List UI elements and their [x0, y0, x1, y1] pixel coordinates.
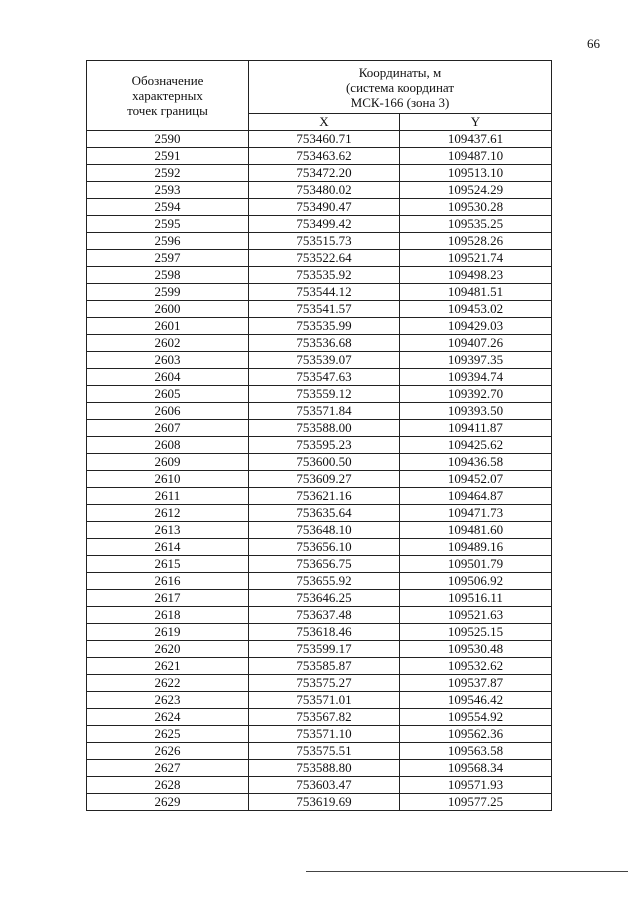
point-id-cell: 2610 [87, 471, 249, 488]
header-line: (система координат [345, 79, 455, 95]
header-line: МСК-166 (зона 3) [350, 94, 450, 110]
y-coordinate-cell: 109563.58 [400, 743, 552, 760]
y-coordinate-cell: 109535.25 [400, 216, 552, 233]
table-row [87, 148, 552, 165]
table-row [87, 522, 552, 539]
x-coordinate-cell: 753655.92 [249, 573, 400, 590]
x-coordinate-cell: 753544.12 [249, 284, 400, 301]
point-id-cell: 2596 [87, 233, 249, 250]
header-line: Координаты, м [358, 64, 442, 80]
y-coordinate-cell: 109436.58 [400, 454, 552, 471]
table-row [87, 641, 552, 658]
table-body [87, 131, 552, 811]
point-id-cell: 2611 [87, 488, 249, 505]
point-id-cell: 2614 [87, 539, 249, 556]
y-coordinate-cell: 109411.87 [400, 420, 552, 437]
table-row [87, 284, 552, 301]
header-line: Обозначение [131, 73, 204, 88]
x-coordinate-cell: 753656.75 [249, 556, 400, 573]
table-row [87, 471, 552, 488]
y-coordinate-cell: 109554.92 [400, 709, 552, 726]
y-coordinate-cell: 109397.35 [400, 352, 552, 369]
x-coordinate-cell: 753535.92 [249, 267, 400, 284]
table-row [87, 335, 552, 352]
x-coordinate-cell: 753547.63 [249, 369, 400, 386]
point-id-cell: 2607 [87, 420, 249, 437]
y-coordinate-cell: 109481.51 [400, 284, 552, 301]
table-row [87, 420, 552, 437]
y-coordinate-cell: 109530.48 [400, 641, 552, 658]
y-coordinate-cell: 109521.74 [400, 250, 552, 267]
table-row [87, 726, 552, 743]
point-id-cell: 2600 [87, 301, 249, 318]
x-coordinate-cell: 753472.20 [249, 165, 400, 182]
point-id-cell: 2622 [87, 675, 249, 692]
y-coordinate-cell: 109392.70 [400, 386, 552, 403]
table-row [87, 658, 552, 675]
y-coordinate-cell: 109393.50 [400, 403, 552, 420]
table-row [87, 488, 552, 505]
table-row [87, 794, 552, 811]
coordinates-table [86, 60, 552, 811]
point-id-cell: 2608 [87, 437, 249, 454]
table-row [87, 318, 552, 335]
x-coordinate-cell: 753646.25 [249, 590, 400, 607]
y-coordinate-cell: 109562.36 [400, 726, 552, 743]
x-coordinate-cell: 753522.64 [249, 250, 400, 267]
x-coordinate-cell: 753571.10 [249, 726, 400, 743]
point-id-cell: 2597 [87, 250, 249, 267]
y-column-header: Y [400, 114, 552, 131]
page-number: 66 [587, 36, 600, 51]
x-coordinate-cell: 753575.51 [249, 743, 400, 760]
table-row [87, 182, 552, 199]
y-coordinate-cell: 109489.16 [400, 539, 552, 556]
point-id-cell: 2601 [87, 318, 249, 335]
point-id-cell: 2616 [87, 573, 249, 590]
point-id-cell: 2602 [87, 335, 249, 352]
y-coordinate-cell: 109471.73 [400, 505, 552, 522]
y-coordinate-cell: 109407.26 [400, 335, 552, 352]
point-id-cell: 2621 [87, 658, 249, 675]
x-coordinate-cell: 753575.27 [249, 675, 400, 692]
point-id-cell: 2593 [87, 182, 249, 199]
point-id-cell: 2627 [87, 760, 249, 777]
x-coordinate-cell: 753571.84 [249, 403, 400, 420]
y-coordinate-cell: 109453.02 [400, 301, 552, 318]
point-id-cell: 2595 [87, 216, 249, 233]
table-row [87, 131, 552, 148]
y-coordinate-cell: 109481.60 [400, 522, 552, 539]
table-row [87, 505, 552, 522]
table-row [87, 760, 552, 777]
coordinates-header [249, 61, 552, 114]
point-id-cell: 2605 [87, 386, 249, 403]
x-coordinate-cell: 753656.10 [249, 539, 400, 556]
x-coordinate-cell: 753539.07 [249, 352, 400, 369]
y-coordinate-cell: 109537.87 [400, 675, 552, 692]
table-row [87, 250, 552, 267]
x-coordinate-cell: 753635.64 [249, 505, 400, 522]
point-id-cell: 2618 [87, 607, 249, 624]
x-coordinate-cell: 753621.16 [249, 488, 400, 505]
y-coordinate-cell: 109530.28 [400, 199, 552, 216]
table-row [87, 556, 552, 573]
table-row [87, 352, 552, 369]
point-id-cell: 2604 [87, 369, 249, 386]
x-coordinate-cell: 753599.17 [249, 641, 400, 658]
y-coordinate-cell: 109546.42 [400, 692, 552, 709]
table-row [87, 216, 552, 233]
footer-rule [306, 871, 628, 872]
y-coordinate-cell: 109525.15 [400, 624, 552, 641]
point-id-cell: 2592 [87, 165, 249, 182]
x-coordinate-cell: 753648.10 [249, 522, 400, 539]
y-coordinate-cell: 109513.10 [400, 165, 552, 182]
table-row [87, 539, 552, 556]
table-row [87, 403, 552, 420]
table-row [87, 165, 552, 182]
point-id-cell: 2619 [87, 624, 249, 641]
table-row [87, 709, 552, 726]
x-coordinate-cell: 753595.23 [249, 437, 400, 454]
x-coordinate-cell: 753637.48 [249, 607, 400, 624]
point-id-cell: 2594 [87, 199, 249, 216]
table-row [87, 199, 552, 216]
x-coordinate-cell: 753480.02 [249, 182, 400, 199]
table-row [87, 233, 552, 250]
table-header [87, 61, 552, 131]
point-id-cell: 2603 [87, 352, 249, 369]
x-coordinate-cell: 753567.82 [249, 709, 400, 726]
y-coordinate-cell: 109429.03 [400, 318, 552, 335]
y-coordinate-cell: 109571.93 [400, 777, 552, 794]
point-id-cell: 2624 [87, 709, 249, 726]
point-id-cell: 2599 [87, 284, 249, 301]
y-coordinate-cell: 109487.10 [400, 148, 552, 165]
x-coordinate-cell: 753460.71 [249, 131, 400, 148]
x-coordinate-cell: 753571.01 [249, 692, 400, 709]
table-row [87, 454, 552, 471]
y-coordinate-cell: 109568.34 [400, 760, 552, 777]
table-row [87, 590, 552, 607]
header-line: характерных [132, 88, 203, 103]
x-coordinate-cell: 753463.62 [249, 148, 400, 165]
header-line: точек границы [127, 103, 208, 118]
y-coordinate-cell: 109425.62 [400, 437, 552, 454]
x-coordinate-cell: 753499.42 [249, 216, 400, 233]
x-coordinate-cell: 753588.00 [249, 420, 400, 437]
point-id-cell: 2613 [87, 522, 249, 539]
y-coordinate-cell: 109524.29 [400, 182, 552, 199]
table-row [87, 743, 552, 760]
x-coordinate-cell: 753588.80 [249, 760, 400, 777]
point-id-cell: 2626 [87, 743, 249, 760]
point-designation-header [87, 61, 249, 131]
point-id-cell: 2612 [87, 505, 249, 522]
table-row [87, 369, 552, 386]
y-coordinate-cell: 109464.87 [400, 488, 552, 505]
y-coordinate-cell: 109516.11 [400, 590, 552, 607]
x-coordinate-cell: 753609.27 [249, 471, 400, 488]
table-row [87, 386, 552, 403]
x-coordinate-cell: 753541.57 [249, 301, 400, 318]
point-id-cell: 2623 [87, 692, 249, 709]
x-coordinate-cell: 753536.68 [249, 335, 400, 352]
x-coordinate-cell: 753619.69 [249, 794, 400, 811]
point-id-cell: 2629 [87, 794, 249, 811]
x-coordinate-cell: 753515.73 [249, 233, 400, 250]
table-row [87, 675, 552, 692]
point-id-cell: 2617 [87, 590, 249, 607]
x-coordinate-cell: 753603.47 [249, 777, 400, 794]
x-coordinate-cell: 753600.50 [249, 454, 400, 471]
y-coordinate-cell: 109577.25 [400, 794, 552, 811]
table-row [87, 573, 552, 590]
table-row [87, 692, 552, 709]
y-coordinate-cell: 109452.07 [400, 471, 552, 488]
table-row [87, 777, 552, 794]
y-coordinate-cell: 109501.79 [400, 556, 552, 573]
y-coordinate-cell: 109498.23 [400, 267, 552, 284]
table-row [87, 624, 552, 641]
point-id-cell: 2625 [87, 726, 249, 743]
y-coordinate-cell: 109394.74 [400, 369, 552, 386]
x-coordinate-cell: 753490.47 [249, 199, 400, 216]
point-id-cell: 2615 [87, 556, 249, 573]
x-coordinate-cell: 753618.46 [249, 624, 400, 641]
y-coordinate-cell: 109506.92 [400, 573, 552, 590]
y-coordinate-cell: 109437.61 [400, 131, 552, 148]
x-coordinate-cell: 753535.99 [249, 318, 400, 335]
table-row [87, 267, 552, 284]
point-id-cell: 2598 [87, 267, 249, 284]
point-id-cell: 2590 [87, 131, 249, 148]
point-id-cell: 2620 [87, 641, 249, 658]
y-coordinate-cell: 109528.26 [400, 233, 552, 250]
point-id-cell: 2606 [87, 403, 249, 420]
point-id-cell: 2609 [87, 454, 249, 471]
x-coordinate-cell: 753585.87 [249, 658, 400, 675]
y-coordinate-cell: 109521.63 [400, 607, 552, 624]
table-row [87, 301, 552, 318]
point-id-cell: 2591 [87, 148, 249, 165]
x-coordinate-cell: 753559.12 [249, 386, 400, 403]
x-column-header: X [249, 114, 400, 131]
table-row [87, 607, 552, 624]
y-coordinate-cell: 109532.62 [400, 658, 552, 675]
table-row [87, 437, 552, 454]
point-id-cell: 2628 [87, 777, 249, 794]
